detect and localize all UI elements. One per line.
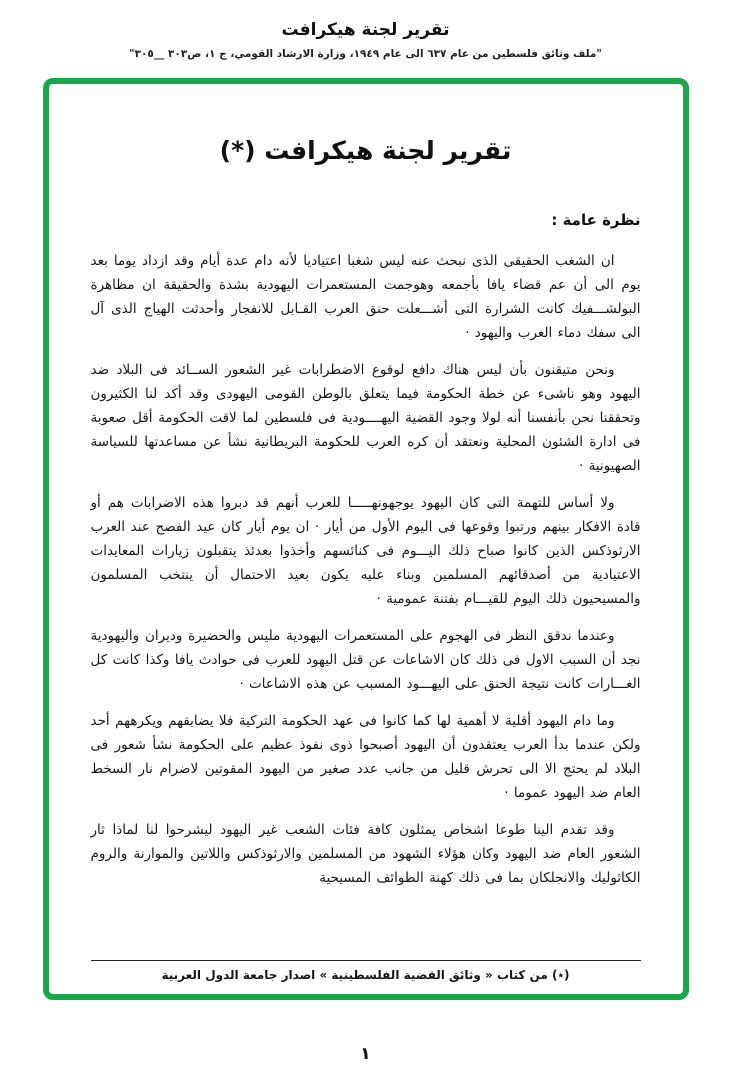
paragraph-5: وما دام اليهود أقلية لا أهمية لها كما كانوا فى عهد الحكومة التركية فلا يضايقهم ويكرههم أحد ولكن عندما بدأ العرب يعتقدون أن اليهود أصبحوا ذوى نفوذ عظيم على الحكومة نشأ شعور فى البلاد لم يحتج الا الى تحرش قليل من جانب عدد صغير من اليهود المقوتين لاضرام نار السخط العام ضد اليهود عموما · [90,713,641,802]
paragraph-2: ونحن متيقنون بأن ليس هناك دافع لوقوع الاضطرابات غير الشعور الســائد فى البلاد ضد اليهود وهو ناشىء عن خطة الحكومة فيما يتعلق بالوطن القومى اليهودى وقد أكد لنا الكثيرون وتحققنا نحن بأنفسنا أنه لولا وجود القضية اليهــــودية فى فلسطين لما لاقت الحكومة أقل صعوبة فى ادارة الشئون المحلية ونعتقد أن كره العرب للحكومة البريطانية نشأ عن مساعدتها للسياسة الصهيونية · [90,362,641,475]
page-number: ١ [360,1044,371,1064]
header-title: تقرير لجنة هيكرافت [281,20,450,40]
footnote-divider [91,960,641,961]
paragraph-6: وقد تقدم الينا طوعا اشخاص يمثلون كافة فئات الشعب غير اليهود ليشرحوا لنا لماذا ثار الشعور العام ضد اليهود وكان هؤلاء الشهود من المسلمين والارثوذكس واللاتين والموارنة والروم الكاثوليك والانجلكان بما فى ذلك كهنة الطوائف المسيحية [90,822,641,887]
header-source-line: "ملف وثائق فلسطين من عام ٦٣٧ الى عام ١٩٤٩، وزارة الارشاد القومي، ج ١، ص٣٠٣ __٣٠٥" [129,48,602,60]
page-header [0,0,731,60]
paragraph-3: ولا أساس للتهمة التى كان اليهود يوجهونهـــــا للعرب أنهم قد دبروا هذه الاضرابات هم أو قادة الافكار بينهم ورتبوا وقوعها فى اليوم الأول من أيار · ان يوم أيار كان عيد الفصح عند العرب الارثوذكس الذين كانوا صباح ذلك اليـــوم فى كنائسهم وأخذوا بعدئذ يتقبلون زيارات المعايدات الاعتيادية من أصدقائهم المسلمين وبناء عليه يكون بعيد الاحتمال أن ينتخب المسلمون والمسيحيون ذلك اليوم للقيـــام بفتنة عمومية · [90,495,641,608]
footnote: (٭) من كتاب « وثائق القضية الفلسطينية » اصدار جامعة الدول العربية [161,968,570,982]
section-heading: نظرة عامة : [551,211,641,229]
footnote-area [91,960,641,982]
paragraph-4: وعندما ندقق النظر فى الهجوم على المستعمرات اليهودية مليس والحضيرة وديران واليهودية نجد أن السبب الاول فى ذلك كان الاشاعات عن قتل اليهود للعرب فى حوادث يافا وكذا كانت كل الغـــارات كانت نتيجة الحنق على اليهـــود المسبب عن هذه الاشاعات · [90,628,641,693]
document-frame [43,78,689,1000]
paragraph-1: ان الشغب الحقيقى الذى نبحث عنه ليس شغبا اعتياديا لأنه دام عدة أيام وقد ازداد يوما بعد يوم الى أن عم قضاء يافا بأجمعه وهوجمت المستعمرات اليهودية بشدة والحقيقة ان مظاهرة البولشـــفيك كانت الشرارة التى أشـــعلت حنق العرب القـابل للانفجار وأحدثت الهياج الذى آل الى سفك دماء العرب واليهود · [90,253,641,342]
document-title: تقرير لجنة هيكرافت (*) [219,136,512,165]
